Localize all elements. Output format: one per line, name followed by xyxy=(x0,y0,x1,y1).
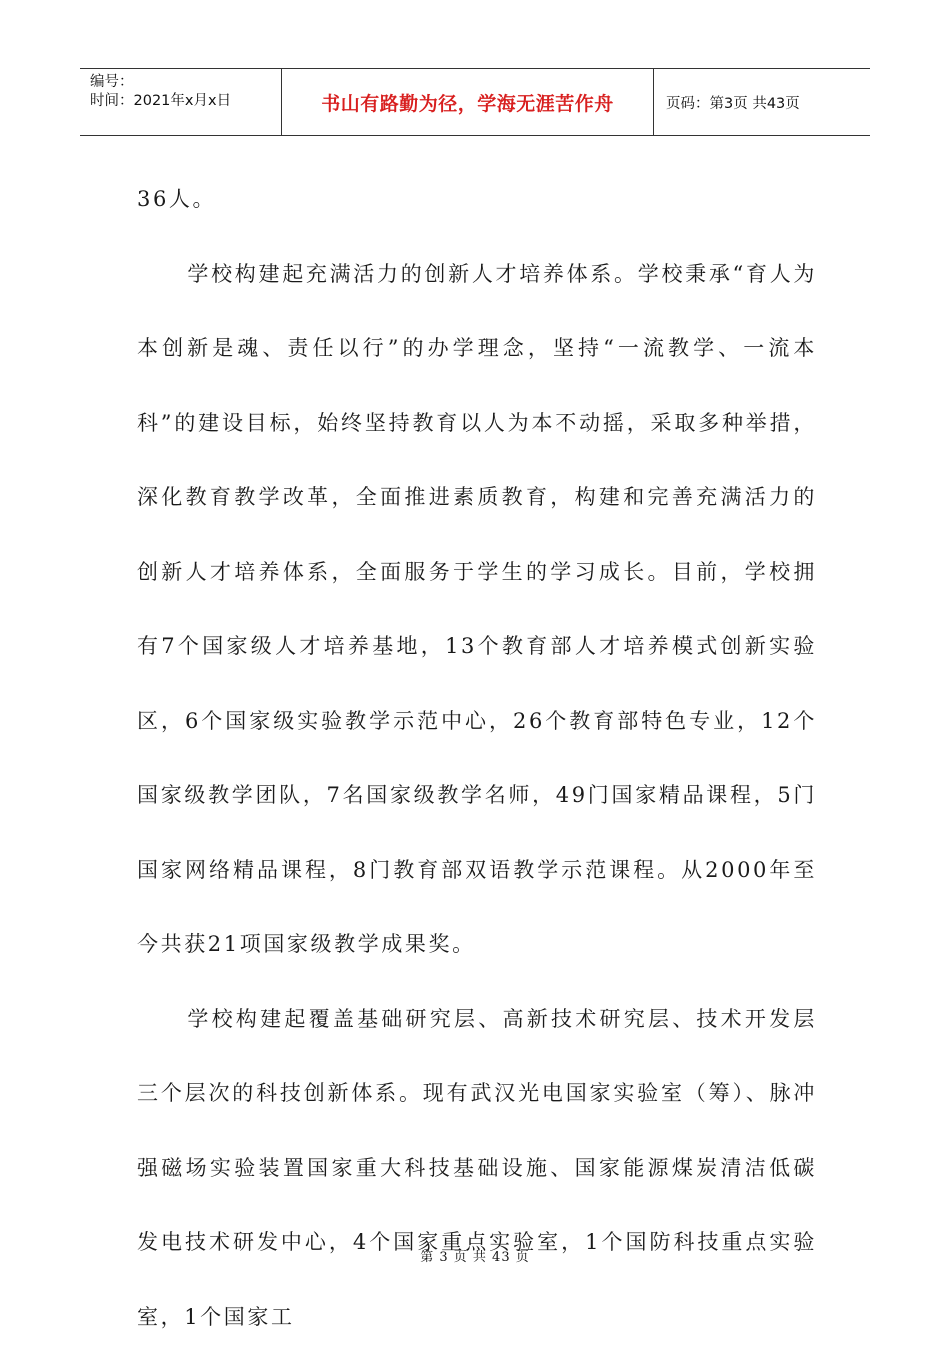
header-meta-cell xyxy=(80,69,282,135)
header-motto: 书山有路勤为径，学海无涯苦作舟 xyxy=(282,69,654,135)
header-page-info: 页码：第3页 共43页 xyxy=(654,69,870,135)
body-paragraph-talent-training: 学校构建起充满活力的创新人才培养体系。学校秉承“育人为本创新是魂、责任以行”的办学理念，坚持“一流教学、一流本科”的建设目标，始终坚持教育以人为本不动摇，采取多种举措，深化教育教学改革，全面推进素质教育，构建和完善充满活力的创新人才培养体系，全面服务于学生的学习成长。目前，学校拥有7个国家级人才培养基地，13个教育部人才培养模式创新实验区，6个国家级实验教学示范中心，26个教育部特色专业，12个国家级教学团队，7名国家级教学名师，49门国家精品课程，5门国家网络精品课程，8门教育部双语教学示范课程。从2000年至今共获21项国家级教学成果奖。 xyxy=(137,237,817,982)
document-body xyxy=(137,162,817,1354)
body-paragraph-continuation: 36人。 xyxy=(137,162,817,237)
document-number-label: 编号： xyxy=(90,73,281,92)
page-footer: 第 3 页 共 43 页 xyxy=(0,1246,950,1265)
document-header xyxy=(80,68,870,136)
document-date-label: 时间：2021年x月x日 xyxy=(90,92,281,111)
body-paragraph-research-system: 学校构建起覆盖基础研究层、高新技术研究层、技术开发层三个层次的科技创新体系。现有武汉光电国家实验室（筹）、脉冲强磁场实验装置国家重大科技基础设施、国家能源煤炭清洁低碳发电技术研发中心，4个国家重点实验室，1个国防科技重点实验室，1个国家工 xyxy=(137,982,817,1354)
